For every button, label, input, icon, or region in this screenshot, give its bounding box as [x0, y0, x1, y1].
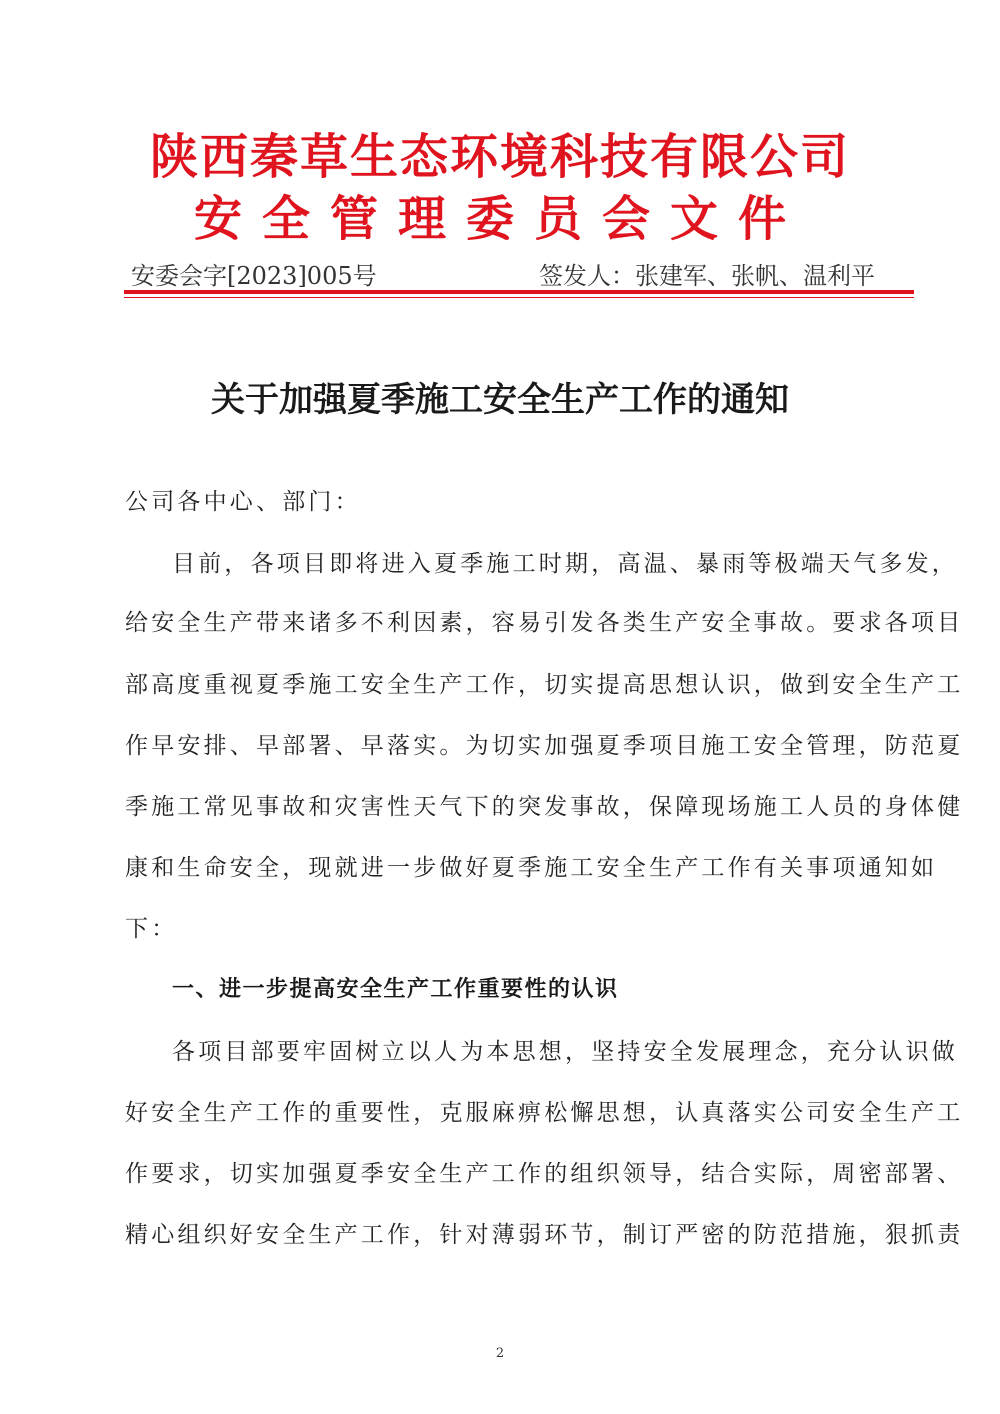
paragraph-line: 部高度重视夏季施工安全生产工作，切实提高思想认识，做到安全生产工	[125, 672, 964, 698]
paragraph-line: 给安全生产带来诸多不利因素，容易引发各类生产安全事故。要求各项目	[125, 610, 964, 636]
notice-title: 关于加强夏季施工安全生产工作的通知	[211, 380, 789, 420]
document-type-heading: 安全管理委员会文件	[193, 191, 806, 247]
paragraph-line: 作早安排、早部署、早落实。为切实加强夏季项目施工安全管理，防范夏	[125, 733, 964, 759]
paragraph-line: 下：	[125, 916, 178, 942]
section-heading: 一、进一步提高安全生产工作重要性的认识	[172, 977, 619, 1002]
paragraph-line: 季施工常见事故和灾害性天气下的突发事故，保障现场施工人员的身体健	[125, 794, 964, 820]
header-divider-thick	[124, 290, 914, 294]
signatories: 签发人：张建军、张帆、温利平	[539, 262, 875, 290]
paragraph-line: 作要求，切实加强夏季安全生产工作的组织领导，结合实际，周密部署、	[125, 1161, 964, 1187]
page-number: 2	[495, 1346, 505, 1361]
paragraph-line: 目前，各项目即将进入夏季施工时期，高温、暴雨等极端天气多发，	[172, 551, 958, 577]
document-number: 安委会字[2023]005号	[131, 262, 377, 290]
header-divider-thin	[124, 297, 914, 298]
paragraph-line: 精心组织好安全生产工作，针对薄弱环节，制订严密的防范措施，狠抓责	[125, 1222, 964, 1248]
paragraph-line: 好安全生产工作的重要性，克服麻痹松懈思想，认真落实公司安全生产工	[125, 1100, 964, 1126]
organization-name: 陕西秦草生态环境科技有限公司	[149, 129, 850, 185]
paragraph-line: 康和生命安全，现就进一步做好夏季施工安全生产工作有关事项通知如	[125, 855, 938, 881]
salutation: 公司各中心、部门：	[125, 489, 361, 515]
paragraph-line: 各项目部要牢固树立以人为本思想，坚持安全发展理念，充分认识做	[172, 1039, 958, 1065]
